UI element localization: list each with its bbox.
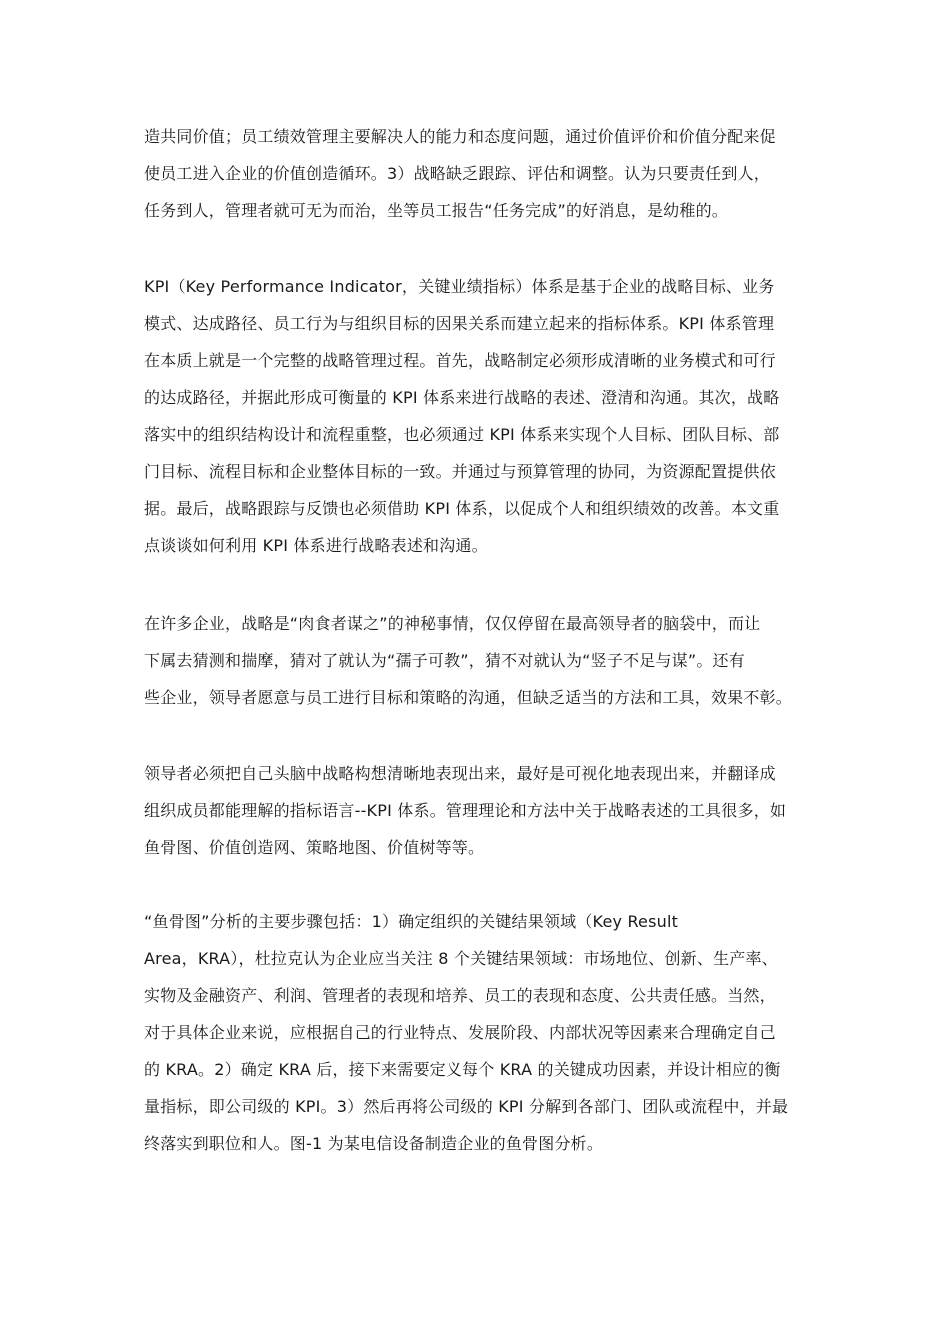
text-line: 门目标、流程目标和企业整体目标的一致。并通过与预算管理的协同，为资源配置提供依	[144, 462, 776, 481]
text-line: 终落实到职位和人。图-1 为某电信设备制造企业的鱼骨图分析。	[144, 1134, 604, 1153]
paragraph-strategy-secrecy	[144, 605, 814, 716]
text-line: 造共同价值；员工绩效管理主要解决人的能力和态度问题，通过价值评价和价值分配来促	[144, 127, 776, 146]
text-line: 落实中的组织结构设计和流程重整，也必须通过 KPI 体系来实现个人目标、团队目标、部	[144, 425, 780, 444]
paragraph-strategy-tracking	[144, 118, 814, 229]
text-line: 对于具体企业来说，应根据自己的行业特点、发展阶段、内部状况等因素来合理确定自己	[144, 1023, 776, 1042]
text-line: 下属去猜测和揣摩，猜对了就认为“孺子可教”，猜不对就认为“竖子不足与谋”。还有	[144, 651, 745, 670]
text-line: 鱼骨图、价值创造网、策略地图、价值树等等。	[144, 838, 485, 857]
text-line: Area，KRA），杜拉克认为企业应当关注 8 个关键结果领域：市场地位、创新、生产率、	[144, 949, 778, 968]
text-line: 在许多企业，战略是“肉食者谋之”的神秘事情，仅仅停留在最高领导者的脑袋中，而让	[144, 614, 761, 633]
text-line: KPI（Key Performance Indicator，关键业绩指标）体系是基于企业的战略目标、业务	[144, 277, 775, 296]
text-line: 领导者必须把自己头脑中战略构想清晰地表现出来，最好是可视化地表现出来，并翻译成	[144, 764, 776, 783]
text-line: 据。最后，战略跟踪与反馈也必须借助 KPI 体系，以促成个人和组织绩效的改善。本文重	[144, 499, 780, 518]
text-line: “鱼骨图”分析的主要步骤包括：1）确定组织的关键结果领域（Key Result	[144, 912, 679, 931]
paragraph-strategy-visualization	[144, 755, 814, 866]
text-line: 的 KRA。2）确定 KRA 后，接下来需要定义每个 KRA 的关键成功因素，并设计相应的衡	[144, 1060, 781, 1079]
text-line: 使员工进入企业的价值创造循环。3）战略缺乏跟踪、评估和调整。认为只要责任到人，	[144, 164, 770, 183]
text-line: 组织成员都能理解的指标语言--KPI 体系。管理理论和方法中关于战略表述的工具很多，如	[144, 801, 787, 820]
paragraph-kpi-definition	[144, 268, 814, 564]
text-line: 模式、达成路径、员工行为与组织目标的因果关系而建立起来的指标体系。KPI 体系管理	[144, 314, 775, 333]
text-line: 实物及金融资产、利润、管理者的表现和培养、员工的表现和态度、公共责任感。当然，	[144, 986, 776, 1005]
text-line: 些企业，领导者愿意与员工进行目标和策略的沟通，但缺乏适当的方法和工具，效果不彰。	[144, 688, 793, 707]
text-line: 的达成路径，并据此形成可衡量的 KPI 体系来进行战略的表述、澄清和沟通。其次，战略	[144, 388, 780, 407]
text-line: 任务到人，管理者就可无为而治，坐等员工报告“任务完成”的好消息，是幼稚的。	[144, 201, 728, 220]
text-line: 点谈谈如何利用 KPI 体系进行战略表述和沟通。	[144, 536, 488, 555]
paragraph-fishbone-analysis	[144, 903, 814, 1162]
text-line: 量指标，即公司级的 KPI。3）然后再将公司级的 KPI 分解到各部门、团队或流程中，并最	[144, 1097, 789, 1116]
text-line: 在本质上就是一个完整的战略管理过程。首先，战略制定必须形成清晰的业务模式和可行	[144, 351, 776, 370]
